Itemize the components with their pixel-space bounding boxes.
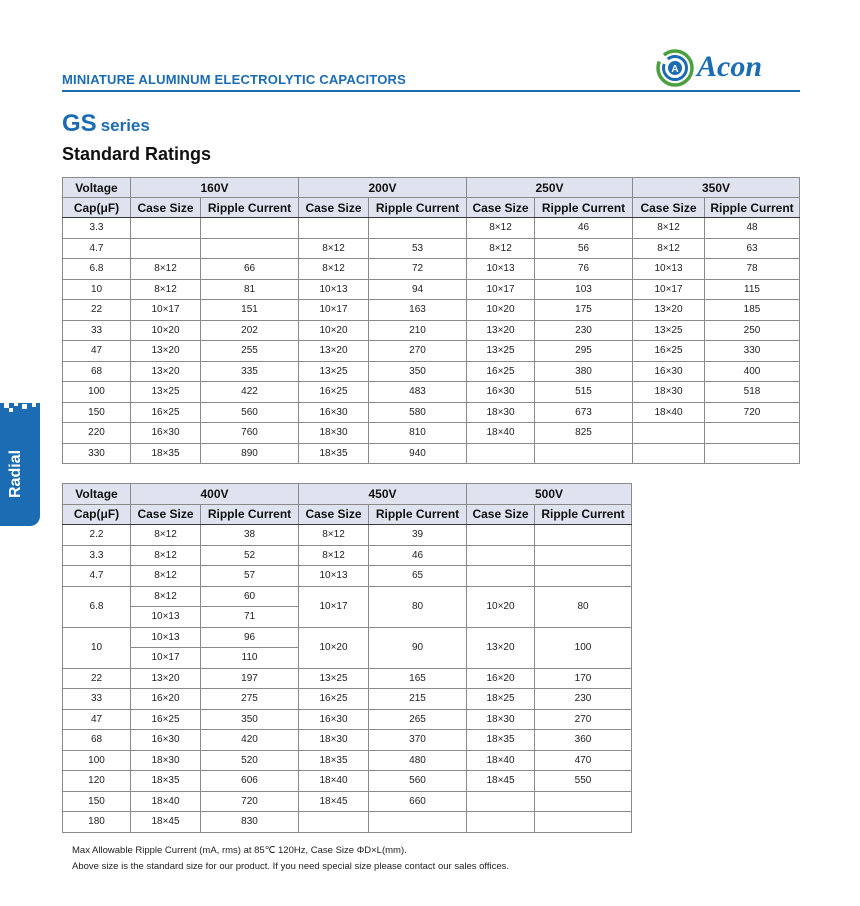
data-cell: 16×30 <box>299 402 369 423</box>
ripple-current-header: Ripple Current <box>201 504 299 525</box>
data-cell: 46 <box>535 218 633 239</box>
table-row <box>63 586 632 607</box>
voltage-header: 160V <box>131 178 299 198</box>
cap-cell: 120 <box>63 771 131 792</box>
data-cell: 270 <box>535 709 632 730</box>
voltage-header: 500V <box>467 484 632 505</box>
data-cell: 18×45 <box>299 791 369 812</box>
case-size-header: Case Size <box>299 198 369 218</box>
data-cell: 10×13 <box>131 627 201 648</box>
data-cell: 215 <box>369 689 467 710</box>
data-cell <box>369 218 467 239</box>
data-cell: 360 <box>535 730 632 751</box>
data-cell <box>467 443 535 464</box>
data-cell <box>535 791 632 812</box>
data-cell: 38 <box>201 525 299 546</box>
data-cell: 560 <box>201 402 299 423</box>
data-cell <box>467 545 535 566</box>
data-cell: 13×20 <box>467 320 535 341</box>
data-cell: 170 <box>535 668 632 689</box>
table-row <box>63 423 800 444</box>
data-cell <box>535 545 632 566</box>
data-cell <box>705 443 800 464</box>
data-cell: 103 <box>535 279 633 300</box>
data-cell: 8×12 <box>633 218 705 239</box>
data-cell <box>467 812 535 833</box>
data-cell: 8×12 <box>299 238 369 259</box>
data-cell: 71 <box>201 607 299 628</box>
data-cell: 39 <box>369 525 467 546</box>
table-row <box>63 627 632 648</box>
data-cell: 10×17 <box>633 279 705 300</box>
data-cell: 18×35 <box>467 730 535 751</box>
data-cell: 560 <box>369 771 467 792</box>
data-cell <box>131 238 201 259</box>
ripple-current-header: Ripple Current <box>535 504 632 525</box>
data-cell: 13×20 <box>633 300 705 321</box>
cap-cell: 4.7 <box>63 238 131 259</box>
data-cell: 255 <box>201 341 299 362</box>
data-cell: 380 <box>535 361 633 382</box>
ripple-current-header: Ripple Current <box>705 198 800 218</box>
cap-cell: 3.3 <box>63 545 131 566</box>
data-cell: 18×45 <box>131 812 201 833</box>
voltage-header-row <box>63 484 632 505</box>
data-cell: 370 <box>369 730 467 751</box>
data-cell: 13×25 <box>633 320 705 341</box>
data-cell: 8×12 <box>131 545 201 566</box>
data-cell: 115 <box>705 279 800 300</box>
data-cell: 8×12 <box>131 525 201 546</box>
voltage-header: 400V <box>131 484 299 505</box>
data-cell: 16×25 <box>299 689 369 710</box>
data-cell: 13×25 <box>299 361 369 382</box>
series-title <box>62 110 150 138</box>
data-cell <box>467 525 535 546</box>
data-cell: 18×40 <box>467 750 535 771</box>
data-cell: 10×17 <box>131 300 201 321</box>
ratings-table-400-500v <box>62 483 632 833</box>
cap-cell: 68 <box>63 730 131 751</box>
data-cell: 60 <box>201 586 299 607</box>
cap-cell: 220 <box>63 423 131 444</box>
data-cell: 420 <box>201 730 299 751</box>
data-cell: 197 <box>201 668 299 689</box>
table-row <box>63 771 632 792</box>
cap-cell: 150 <box>63 402 131 423</box>
data-cell: 10×13 <box>299 566 369 587</box>
cap-cell: 4.7 <box>63 566 131 587</box>
data-cell: 18×35 <box>131 443 201 464</box>
data-cell: 230 <box>535 689 632 710</box>
ripple-current-header: Ripple Current <box>201 198 299 218</box>
data-cell: 18×35 <box>299 443 369 464</box>
cap-cell: 68 <box>63 361 131 382</box>
data-cell: 16×20 <box>467 668 535 689</box>
data-cell: 8×12 <box>299 525 369 546</box>
table-row <box>63 812 632 833</box>
cap-cell: 3.3 <box>63 218 131 239</box>
cap-cell: 33 <box>63 320 131 341</box>
table-row <box>63 320 800 341</box>
case-size-header: Case Size <box>131 504 201 525</box>
data-cell: 18×30 <box>467 402 535 423</box>
data-cell: 65 <box>369 566 467 587</box>
data-cell: 10×20 <box>467 300 535 321</box>
data-cell: 46 <box>369 545 467 566</box>
data-cell <box>633 423 705 444</box>
table2-body-top <box>63 525 632 587</box>
data-cell: 13×20 <box>467 627 535 668</box>
data-cell: 16×30 <box>633 361 705 382</box>
table-row <box>63 382 800 403</box>
column-header-row <box>63 198 800 218</box>
data-cell: 57 <box>201 566 299 587</box>
data-cell: 760 <box>201 423 299 444</box>
cap-cell: 100 <box>63 750 131 771</box>
table-row <box>63 279 800 300</box>
data-cell: 18×45 <box>467 771 535 792</box>
data-cell: 18×40 <box>633 402 705 423</box>
data-cell <box>369 812 467 833</box>
data-cell: 10×17 <box>131 648 201 669</box>
cap-cell: 47 <box>63 709 131 730</box>
data-cell: 78 <box>705 259 800 280</box>
data-cell: 470 <box>535 750 632 771</box>
cap-cell: 6.8 <box>63 259 131 280</box>
data-cell: 18×35 <box>299 750 369 771</box>
side-tab-label: Radial <box>7 449 24 498</box>
table-row <box>63 259 800 280</box>
cap-cell: 33 <box>63 689 131 710</box>
data-cell <box>535 566 632 587</box>
table2-split-rows <box>63 586 632 668</box>
data-cell: 16×25 <box>131 402 201 423</box>
ripple-current-header: Ripple Current <box>535 198 633 218</box>
data-cell: 53 <box>369 238 467 259</box>
data-cell: 16×30 <box>131 423 201 444</box>
data-cell: 8×12 <box>131 586 201 607</box>
data-cell: 18×40 <box>299 771 369 792</box>
table-row <box>63 668 632 689</box>
table-row <box>63 750 632 771</box>
data-cell: 10×13 <box>299 279 369 300</box>
table1-body <box>63 218 800 464</box>
data-cell: 350 <box>201 709 299 730</box>
data-cell: 520 <box>201 750 299 771</box>
data-cell: 16×25 <box>131 709 201 730</box>
data-cell: 16×30 <box>467 382 535 403</box>
data-cell: 673 <box>535 402 633 423</box>
table-row <box>63 525 632 546</box>
data-cell: 265 <box>369 709 467 730</box>
footnote-ripple: Max Allowable Ripple Current (mA, rms) at 85℃ 120Hz, Case Size ΦD×L(mm). <box>72 845 407 856</box>
voltage-header: 250V <box>467 178 633 198</box>
data-cell: 8×12 <box>131 279 201 300</box>
data-cell: 18×30 <box>131 750 201 771</box>
ratings-table-160-350v <box>62 177 800 464</box>
data-cell: 72 <box>369 259 467 280</box>
table-row <box>63 218 800 239</box>
table-row <box>63 566 632 587</box>
data-cell: 80 <box>369 586 467 627</box>
footnote-standard-size: Above size is the standard size for our product. If you need special size please contact our sales offices. <box>72 861 510 872</box>
column-header-row <box>63 504 632 525</box>
table-row <box>63 730 632 751</box>
data-cell: 13×20 <box>131 361 201 382</box>
data-cell: 18×25 <box>467 689 535 710</box>
data-cell: 330 <box>705 341 800 362</box>
data-cell: 422 <box>201 382 299 403</box>
data-cell <box>535 525 632 546</box>
cap-label: Cap(μF) <box>63 504 131 525</box>
data-cell: 400 <box>705 361 800 382</box>
cap-cell: 22 <box>63 668 131 689</box>
data-cell: 10×17 <box>467 279 535 300</box>
data-cell <box>131 218 201 239</box>
data-cell: 8×12 <box>131 259 201 280</box>
data-cell <box>535 812 632 833</box>
data-cell: 8×12 <box>633 238 705 259</box>
data-cell: 13×25 <box>299 668 369 689</box>
table-row <box>63 238 800 259</box>
case-size-header: Case Size <box>131 198 201 218</box>
data-cell: 94 <box>369 279 467 300</box>
data-cell: 8×12 <box>299 259 369 280</box>
brand-name: Acon <box>697 50 763 83</box>
data-cell: 202 <box>201 320 299 341</box>
table-row <box>63 689 632 710</box>
data-cell: 18×30 <box>299 730 369 751</box>
table-row <box>63 402 800 423</box>
data-cell: 100 <box>535 627 632 668</box>
data-cell: 165 <box>369 668 467 689</box>
data-cell: 16×20 <box>131 689 201 710</box>
data-cell: 80 <box>535 586 632 627</box>
table-row <box>63 443 800 464</box>
cap-cell: 330 <box>63 443 131 464</box>
table-row <box>63 361 800 382</box>
data-cell <box>201 218 299 239</box>
voltage-header: 350V <box>633 178 800 198</box>
data-cell: 16×25 <box>633 341 705 362</box>
data-cell: 890 <box>201 443 299 464</box>
data-cell: 230 <box>535 320 633 341</box>
data-cell: 66 <box>201 259 299 280</box>
data-cell: 16×25 <box>467 361 535 382</box>
data-cell: 660 <box>369 791 467 812</box>
case-size-header: Case Size <box>467 504 535 525</box>
data-cell: 13×25 <box>467 341 535 362</box>
cap-cell: 10 <box>63 279 131 300</box>
data-cell: 8×12 <box>299 545 369 566</box>
header-divider <box>62 90 800 92</box>
data-cell: 8×12 <box>467 238 535 259</box>
cap-cell: 47 <box>63 341 131 362</box>
data-cell: 210 <box>369 320 467 341</box>
data-cell: 295 <box>535 341 633 362</box>
data-cell: 270 <box>369 341 467 362</box>
data-cell: 10×13 <box>467 259 535 280</box>
data-cell: 76 <box>535 259 633 280</box>
voltage-label: Voltage <box>63 178 131 198</box>
data-cell: 10×13 <box>633 259 705 280</box>
voltage-label: Voltage <box>63 484 131 505</box>
data-cell: 18×30 <box>633 382 705 403</box>
data-cell: 10×20 <box>299 320 369 341</box>
data-cell: 8×12 <box>467 218 535 239</box>
data-cell: 580 <box>369 402 467 423</box>
data-cell: 10×20 <box>131 320 201 341</box>
cap-cell: 100 <box>63 382 131 403</box>
voltage-header: 450V <box>299 484 467 505</box>
cap-label: Cap(μF) <box>63 198 131 218</box>
table2-body-bottom <box>63 668 632 832</box>
data-cell: 16×30 <box>299 709 369 730</box>
data-cell: 350 <box>369 361 467 382</box>
section-title: Standard Ratings <box>62 144 212 164</box>
table-row <box>63 791 632 812</box>
data-cell <box>705 423 800 444</box>
case-size-header: Case Size <box>633 198 705 218</box>
voltage-header: 200V <box>299 178 467 198</box>
data-cell: 18×30 <box>299 423 369 444</box>
pixel-pattern-icon <box>0 398 40 414</box>
series-code: GS <box>62 110 97 137</box>
series-word: series <box>100 116 150 135</box>
table-row <box>63 300 800 321</box>
data-cell: 13×20 <box>299 341 369 362</box>
data-cell <box>299 218 369 239</box>
cap-cell: 150 <box>63 791 131 812</box>
cap-cell: 22 <box>63 300 131 321</box>
brand-logo <box>655 48 795 88</box>
acon-logo-icon <box>655 48 695 88</box>
data-cell: 250 <box>705 320 800 341</box>
data-cell <box>467 566 535 587</box>
data-cell: 18×40 <box>467 423 535 444</box>
data-cell: 810 <box>369 423 467 444</box>
data-cell: 52 <box>201 545 299 566</box>
data-cell: 825 <box>535 423 633 444</box>
data-cell: 18×35 <box>131 771 201 792</box>
table-row <box>63 709 632 730</box>
voltage-header-row <box>63 178 800 198</box>
data-cell <box>535 443 633 464</box>
data-cell: 480 <box>369 750 467 771</box>
data-cell: 163 <box>369 300 467 321</box>
data-cell: 606 <box>201 771 299 792</box>
data-cell: 13×20 <box>131 668 201 689</box>
table-row <box>63 341 800 362</box>
cap-cell: 10 <box>63 627 131 668</box>
data-cell: 335 <box>201 361 299 382</box>
data-cell: 483 <box>369 382 467 403</box>
data-cell: 151 <box>201 300 299 321</box>
cap-cell: 180 <box>63 812 131 833</box>
data-cell: 550 <box>535 771 632 792</box>
cap-cell: 2.2 <box>63 525 131 546</box>
data-cell <box>201 238 299 259</box>
data-cell: 720 <box>201 791 299 812</box>
data-cell: 81 <box>201 279 299 300</box>
document-category: MINIATURE ALUMINUM ELECTROLYTIC CAPACITORS <box>62 72 406 87</box>
data-cell <box>299 812 369 833</box>
data-cell: 10×17 <box>299 586 369 627</box>
data-cell: 16×25 <box>299 382 369 403</box>
data-cell: 63 <box>705 238 800 259</box>
case-size-header: Case Size <box>467 198 535 218</box>
data-cell: 515 <box>535 382 633 403</box>
data-cell: 13×25 <box>131 382 201 403</box>
data-cell: 8×12 <box>131 566 201 587</box>
data-cell: 720 <box>705 402 800 423</box>
data-cell: 830 <box>201 812 299 833</box>
data-cell: 16×30 <box>131 730 201 751</box>
data-cell: 96 <box>201 627 299 648</box>
data-cell: 518 <box>705 382 800 403</box>
data-cell: 13×20 <box>131 341 201 362</box>
case-size-header: Case Size <box>299 504 369 525</box>
data-cell <box>467 791 535 812</box>
data-cell: 18×40 <box>131 791 201 812</box>
data-cell: 48 <box>705 218 800 239</box>
table-row <box>63 545 632 566</box>
data-cell: 56 <box>535 238 633 259</box>
data-cell: 18×30 <box>467 709 535 730</box>
data-cell: 185 <box>705 300 800 321</box>
data-cell: 175 <box>535 300 633 321</box>
cap-cell: 6.8 <box>63 586 131 627</box>
data-cell: 10×20 <box>299 627 369 668</box>
data-cell: 10×13 <box>131 607 201 628</box>
ripple-current-header: Ripple Current <box>369 504 467 525</box>
data-cell: 10×20 <box>467 586 535 627</box>
data-cell: 110 <box>201 648 299 669</box>
data-cell <box>633 443 705 464</box>
data-cell: 275 <box>201 689 299 710</box>
data-cell: 940 <box>369 443 467 464</box>
svg-text:A: A <box>671 64 679 75</box>
data-cell: 10×17 <box>299 300 369 321</box>
ripple-current-header: Ripple Current <box>369 198 467 218</box>
data-cell: 90 <box>369 627 467 668</box>
